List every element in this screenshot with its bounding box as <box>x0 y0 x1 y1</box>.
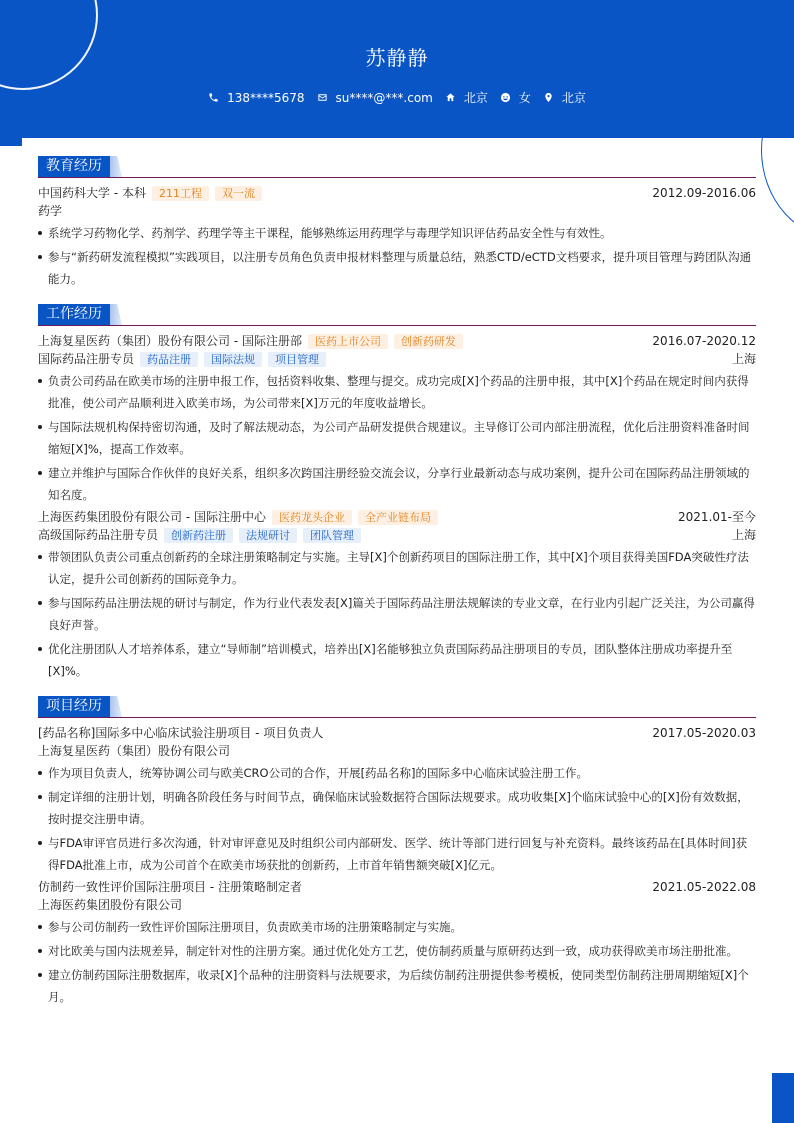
section-education <box>38 156 756 290</box>
bullet-item: 参与国际药品注册法规的研讨与制定，作为行业代表发表[X]篇关于国际药品注册法规解读的专业文章，在行业内引起广泛关注，为公司赢得良好声誉。 <box>38 592 756 636</box>
section-work <box>38 304 756 682</box>
candidate-name: 苏静静 <box>365 46 429 70</box>
company-name: 上海医药集团股份有限公司 - 国际注册中心 <box>38 510 266 524</box>
section-title: 项目经历 <box>38 696 110 717</box>
header-banner <box>0 0 794 138</box>
bullet-item: 对比欧美与国内法规差异，制定针对性的注册方案。通过优化处方工艺，使仿制药质量与原研药达到一致，成功获得欧美市场注册批准。 <box>38 940 756 962</box>
tag: 药品注册 <box>140 352 198 367</box>
bullet-item: 与FDA审评官员进行多次沟通，针对审评意见及时组织公司内部研发、医学、统计等部门进行回复与补充资料。最终该药品在[具体时间]获得FDA批准上市，成为公司首个在欧美市场获批的创新药，上市首年销售额突破[X]亿元。 <box>38 832 756 876</box>
section-title: 工作经历 <box>38 304 110 325</box>
bullet-item: 参与“新药研发流程模拟”实践项目，以注册专员角色负责申报材料整理与质量总结，熟悉CTD/eCTD文档要求，提升项目管理与跨团队沟通能力。 <box>38 246 756 290</box>
bullet-item: 参与公司仿制药一致性评价国际注册项目，负责欧美市场的注册策略制定与实施。 <box>38 916 756 938</box>
project-name: [药品名称]国际多中心临床试验注册项目 - 项目负责人 <box>38 726 324 740</box>
section-title: 教育经历 <box>38 156 110 177</box>
phone-icon <box>208 92 219 103</box>
tag: 211工程 <box>152 186 209 201</box>
bullet-list <box>38 222 756 290</box>
gender-text: 女 <box>518 91 531 105</box>
bullet-item: 优化注册团队人才培养体系，建立“导师制”培训模式，培养出[X]名能够独立负责国际药品注册项目的专员，团队整体注册成功率提升至[X]%。 <box>38 638 756 682</box>
location-icon <box>543 92 554 103</box>
contact-bar <box>0 89 794 106</box>
bullet-list <box>38 916 756 1008</box>
tag: 双一流 <box>215 186 262 201</box>
project-name: 仿制药一致性评价国际注册项目 - 注册策略制定者 <box>38 880 302 894</box>
entry-header <box>38 508 756 526</box>
section-header <box>38 156 756 178</box>
bullet-item: 作为项目负责人，统筹协调公司与欧美CRO公司的合作，开展[药品名称]的国际多中心临床试验注册工作。 <box>38 762 756 784</box>
bullet-item: 负责公司药品在欧美市场的注册申报工作，包括资料收集、整理与提交。成功完成[X]个药品的注册申报，其中[X]个药品在规定时间内获得批准，使公司产品顺利进入欧美市场，为公司带来[X]万元的年度收益增长。 <box>38 370 756 414</box>
section-title-tail <box>110 696 122 717</box>
project-company: 上海医药集团股份有限公司 <box>38 898 183 912</box>
corner-decoration <box>772 1073 794 1123</box>
bullet-list <box>38 546 756 682</box>
tag: 医药上市公司 <box>308 334 388 349</box>
home-icon <box>445 92 456 103</box>
section-title-tail <box>110 304 122 325</box>
gender-icon <box>500 92 511 103</box>
entry-date: 2017.05-2020.03 <box>652 726 756 740</box>
job-title: 高级国际药品注册专员 <box>38 528 159 542</box>
entry-header <box>38 724 756 742</box>
entry-date: 2021.01-至今 <box>678 510 756 524</box>
entry-left <box>38 350 326 368</box>
entry-date: 2021.05-2022.08 <box>652 880 756 894</box>
tag: 国际法规 <box>204 352 262 367</box>
education-entry <box>38 184 756 290</box>
work-entry <box>38 332 756 506</box>
tag: 医药龙头企业 <box>272 510 352 525</box>
project-company: 上海复星医药（集团）股份有限公司 <box>38 744 231 758</box>
project-entry <box>38 878 756 1008</box>
tag: 项目管理 <box>268 352 326 367</box>
entry-header <box>38 184 756 202</box>
entry-header <box>38 332 756 350</box>
contact-gender <box>500 89 531 106</box>
section-header <box>38 696 756 718</box>
entry-subrow <box>38 896 756 914</box>
entry-left <box>38 526 361 544</box>
tag: 全产业链布局 <box>358 510 438 525</box>
bullet-list <box>38 762 756 876</box>
tag: 创新药研发 <box>394 334 463 349</box>
phone-text: 138****5678 <box>227 90 305 105</box>
entry-left <box>38 508 438 526</box>
contact-phone <box>208 91 304 105</box>
section-title-tail <box>110 156 122 177</box>
entry-left <box>38 332 463 350</box>
tag: 法规研讨 <box>239 528 297 543</box>
entry-left <box>38 184 262 202</box>
entry-city: 上海 <box>731 528 756 542</box>
bullet-item: 制定详细的注册计划，明确各阶段任务与时间节点，确保临床试验数据符合国际法规要求。成功收集[X]个临床试验中心的[X]份有效数据，按时提交注册申请。 <box>38 786 756 830</box>
section-header <box>38 304 756 326</box>
school-name: 中国药科大学 - 本科 <box>38 186 146 200</box>
bullet-item: 带领团队负责公司重点创新药的全球注册策略制定与实施。主导[X]个创新药项目的国际注册工作，其中[X]个项目获得美国FDA突破性疗法认定，提升公司创新药的国际竞争力。 <box>38 546 756 590</box>
company-name: 上海复星医药（集团）股份有限公司 - 国际注册部 <box>38 334 302 348</box>
entry-subrow <box>38 742 756 760</box>
mail-icon <box>317 92 328 103</box>
location-text: 北京 <box>561 91 586 105</box>
entry-date: 2012.09-2016.06 <box>652 186 756 200</box>
project-entry <box>38 724 756 876</box>
bullet-item: 与国际法规机构保持密切沟通，及时了解法规动态，为公司产品研发提供合规建议。主导修订公司内部注册流程，优化后注册资料准备时间缩短[X]%，提高工作效率。 <box>38 416 756 460</box>
contact-location <box>543 89 586 106</box>
tag: 团队管理 <box>303 528 361 543</box>
entry-date: 2016.07-2020.12 <box>652 334 756 348</box>
bullet-item: 系统学习药物化学、药剂学、药理学等主干课程，能够熟练运用药理学与毒理学知识评估药品安全性与有效性。 <box>38 222 756 244</box>
bullet-item: 建立仿制药国际注册数据库，收录[X]个品种的注册资料与法规要求，为后续仿制药注册提供参考模板，使同类型仿制药注册周期缩短[X]个月。 <box>38 964 756 1008</box>
work-entry <box>38 508 756 682</box>
entry-subrow <box>38 526 756 544</box>
entry-subrow <box>38 202 756 220</box>
header-tab-decoration <box>0 138 22 146</box>
major: 药学 <box>38 204 63 218</box>
email-text: su****@***.com <box>335 90 433 105</box>
bullet-item: 建立并维护与国际合作伙伴的良好关系，组织多次跨国注册经验交流会议，分享行业最新动态与成功案例，提升公司在国际药品注册领域的知名度。 <box>38 462 756 506</box>
contact-email <box>317 91 433 105</box>
entry-city: 上海 <box>731 352 756 366</box>
entry-header <box>38 878 756 896</box>
job-title: 国际药品注册专员 <box>38 352 135 366</box>
section-projects <box>38 696 756 1008</box>
contact-residence <box>445 89 488 106</box>
bullet-list <box>38 370 756 506</box>
residence-text: 北京 <box>463 91 488 105</box>
entry-subrow <box>38 350 756 368</box>
resume-body <box>38 156 756 1022</box>
tag: 创新药注册 <box>164 528 233 543</box>
